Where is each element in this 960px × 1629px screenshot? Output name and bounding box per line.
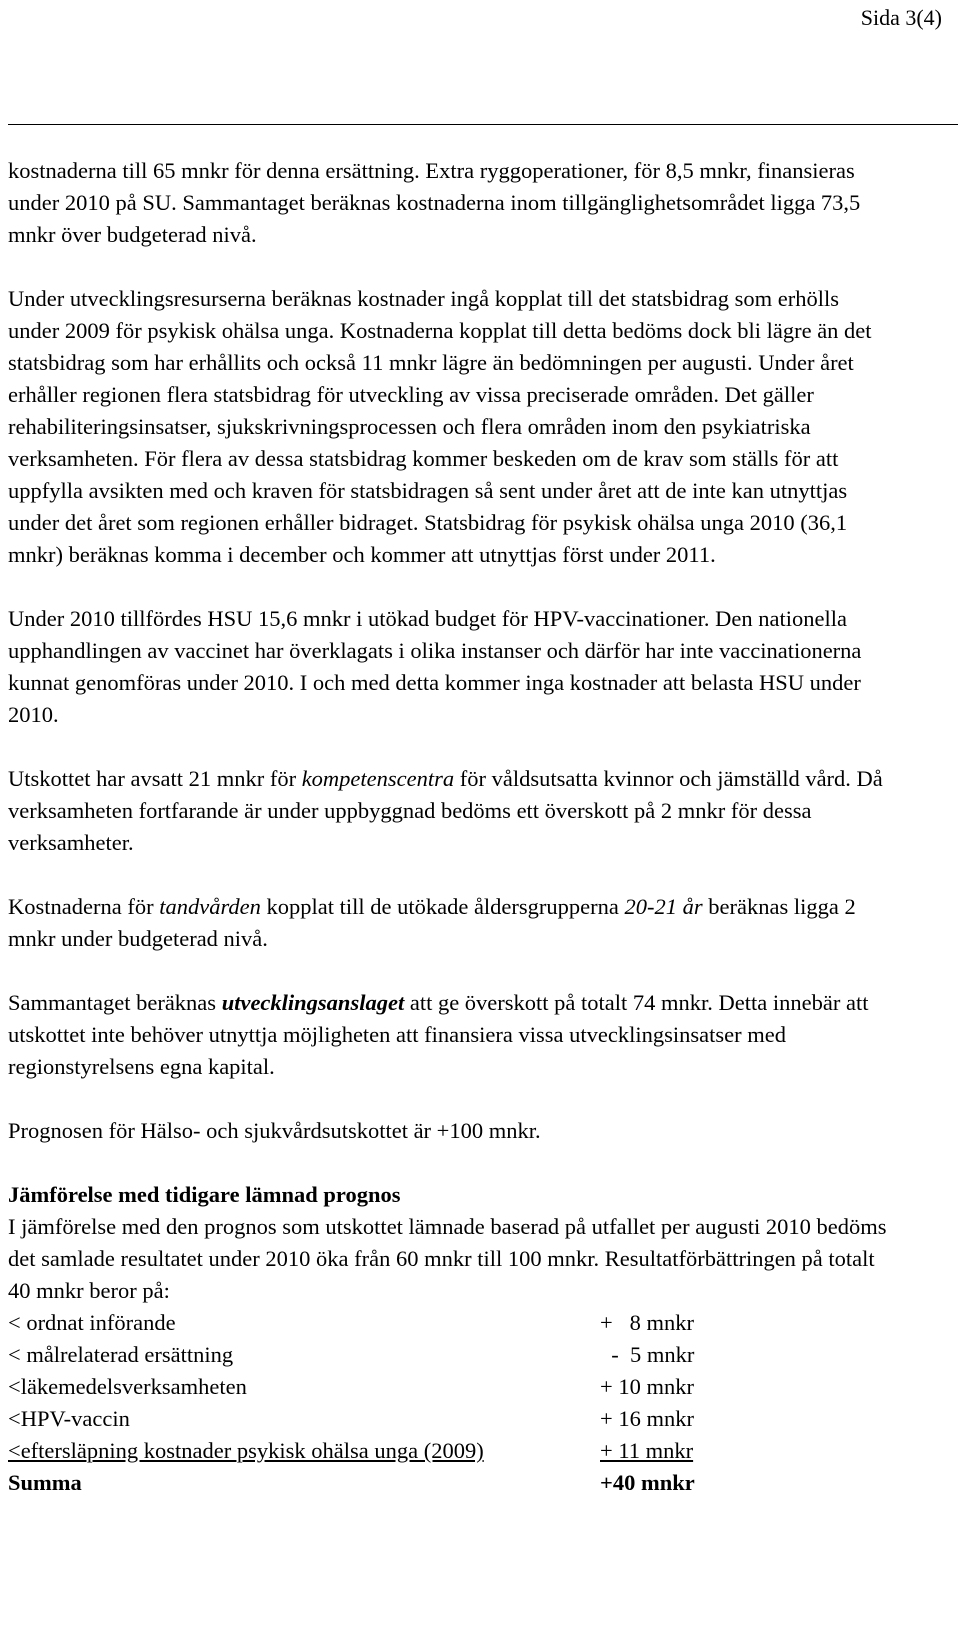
comparison-label: < målrelaterad ersättning bbox=[8, 1342, 234, 1367]
text-run: Sammantaget beräknas bbox=[8, 990, 222, 1015]
comparison-row bbox=[8, 1435, 888, 1467]
paragraph-utvecklingsresurser: Under utvecklingsresurserna beräknas kostnader ingå kopplat till det statsbidrag som erhölls under 2009 för psykisk ohälsa unga. Kostnaderna kopplat till detta bedöms dock bli lägre än det statsbidrag som har erhållits och också 11 mnkr lägre än bedömningen per augusti. Under året erhåller regionen flera statsbidrag för utveckling av vissa preciserade områden. Det gäller rehabiliteringsinsatser, sjukskrivningsprocessen och flera områden inom den psykiatriska verksamheten. För flera av dessa statsbidrag kommer beskeden om de krav som ställs för att uppfylla avsikten med och kraven för statsbidragen så sent under året att de inte kan utnyttjas under det året som regionen erhåller bidraget. Statsbidrag för psykisk ohälsa unga 2010 (36,1 mnkr) beräknas komma i december och kommer att utnyttjas först under 2011. bbox=[8, 286, 872, 567]
italic-term-age-group: 20-21 år bbox=[624, 894, 703, 919]
text-run: Utskottet har avsatt 21 mnkr för bbox=[8, 766, 302, 791]
paragraph-kompetenscentra bbox=[8, 763, 888, 859]
sum-label: Summa bbox=[8, 1470, 82, 1495]
italic-term-kompetenscentra: kompetenscentra bbox=[301, 766, 455, 791]
comparison-table bbox=[8, 1307, 888, 1499]
comparison-sum-row bbox=[8, 1467, 888, 1499]
sum-amount: +40 mnkr bbox=[600, 1470, 695, 1495]
comparison-label: <HPV-vaccin bbox=[8, 1406, 130, 1431]
comparison-amount: - 5 mnkr bbox=[600, 1342, 695, 1367]
comparison-label: < ordnat införande bbox=[8, 1310, 176, 1335]
paragraph-utvecklingsanslaget bbox=[8, 987, 888, 1083]
comparison-row bbox=[8, 1339, 888, 1371]
paragraph-tillganglighet: kostnaderna till 65 mnkr för denna ersättning. Extra ryggoperationer, för 8,5 mnkr, finansieras under 2010 på SU. Sammantaget beräknas kostnaderna inom tillgänglighetsområdet ligga 73,5 mnkr över budgeterad nivå. bbox=[8, 158, 861, 247]
comparison-row bbox=[8, 1307, 888, 1339]
comparison-row bbox=[8, 1403, 888, 1435]
comparison-label: <läkemedelsverksamheten bbox=[8, 1374, 247, 1399]
paragraph-tandvarden bbox=[8, 891, 888, 955]
comparison-label: <eftersläpning kostnader psykisk ohälsa unga (2009) bbox=[8, 1438, 484, 1463]
comparison-amount: + 8 mnkr bbox=[600, 1310, 694, 1335]
text-run: att ge överskott på totalt 74 mnkr. Detta innebär att utskottet inte behöver utnyttja möjligheten att finansiera vissa utvecklingsinsatser med regionstyrelsens egna kapital. bbox=[8, 990, 869, 1079]
italic-term-tandvarden: tandvården bbox=[159, 894, 261, 919]
comparison-row bbox=[8, 1371, 888, 1403]
comparison-amount: + 10 mnkr bbox=[600, 1374, 694, 1399]
paragraph-hpv-vaccination: Under 2010 tillfördes HSU 15,6 mnkr i utökad budget för HPV-vaccinationer. Den nationella upphandlingen av vaccinet har överklagats i olika instanser och därför har inte vaccinationerna kunnat genomföras under 2010. I och med detta kommer inga kostnader att belasta HSU under 2010. bbox=[8, 606, 862, 727]
paragraph-jamforelse-intro: I jämförelse med den prognos som utskottet lämnade baserad på utfallet per augusti 2010 bedöms det samlade resultatet under 2010 öka från 60 mnkr till 100 mnkr. Resultatförbättringen på totalt 40 mnkr beror på: bbox=[8, 1214, 887, 1303]
text-run: kopplat till de utökade åldersgrupperna bbox=[260, 894, 625, 919]
document-body bbox=[8, 155, 888, 1499]
section-heading-jamforelse: Jämförelse med tidigare lämnad prognos bbox=[8, 1182, 401, 1207]
bold-italic-term-utvecklingsanslaget: utvecklingsanslaget bbox=[221, 990, 405, 1015]
header-rule bbox=[8, 124, 958, 125]
comparison-amount: + 11 mnkr bbox=[600, 1438, 694, 1463]
comparison-amount: + 16 mnkr bbox=[600, 1406, 694, 1431]
page-number: Sida 3(4) bbox=[860, 5, 942, 30]
text-run: för våldsutsatta kvinnor och jämställd vård. Då verksamheten fortfarande är under uppbyggnad bedöms ett överskott på 2 mnkr för dessa verksamheter. bbox=[8, 766, 883, 855]
paragraph-prognos: Prognosen för Hälso- och sjukvårdsutskottet är +100 mnkr. bbox=[8, 1118, 541, 1143]
text-run: beräknas ligga 2 mnkr under budgeterad nivå. bbox=[8, 894, 856, 951]
text-run: Kostnaderna för bbox=[8, 894, 160, 919]
